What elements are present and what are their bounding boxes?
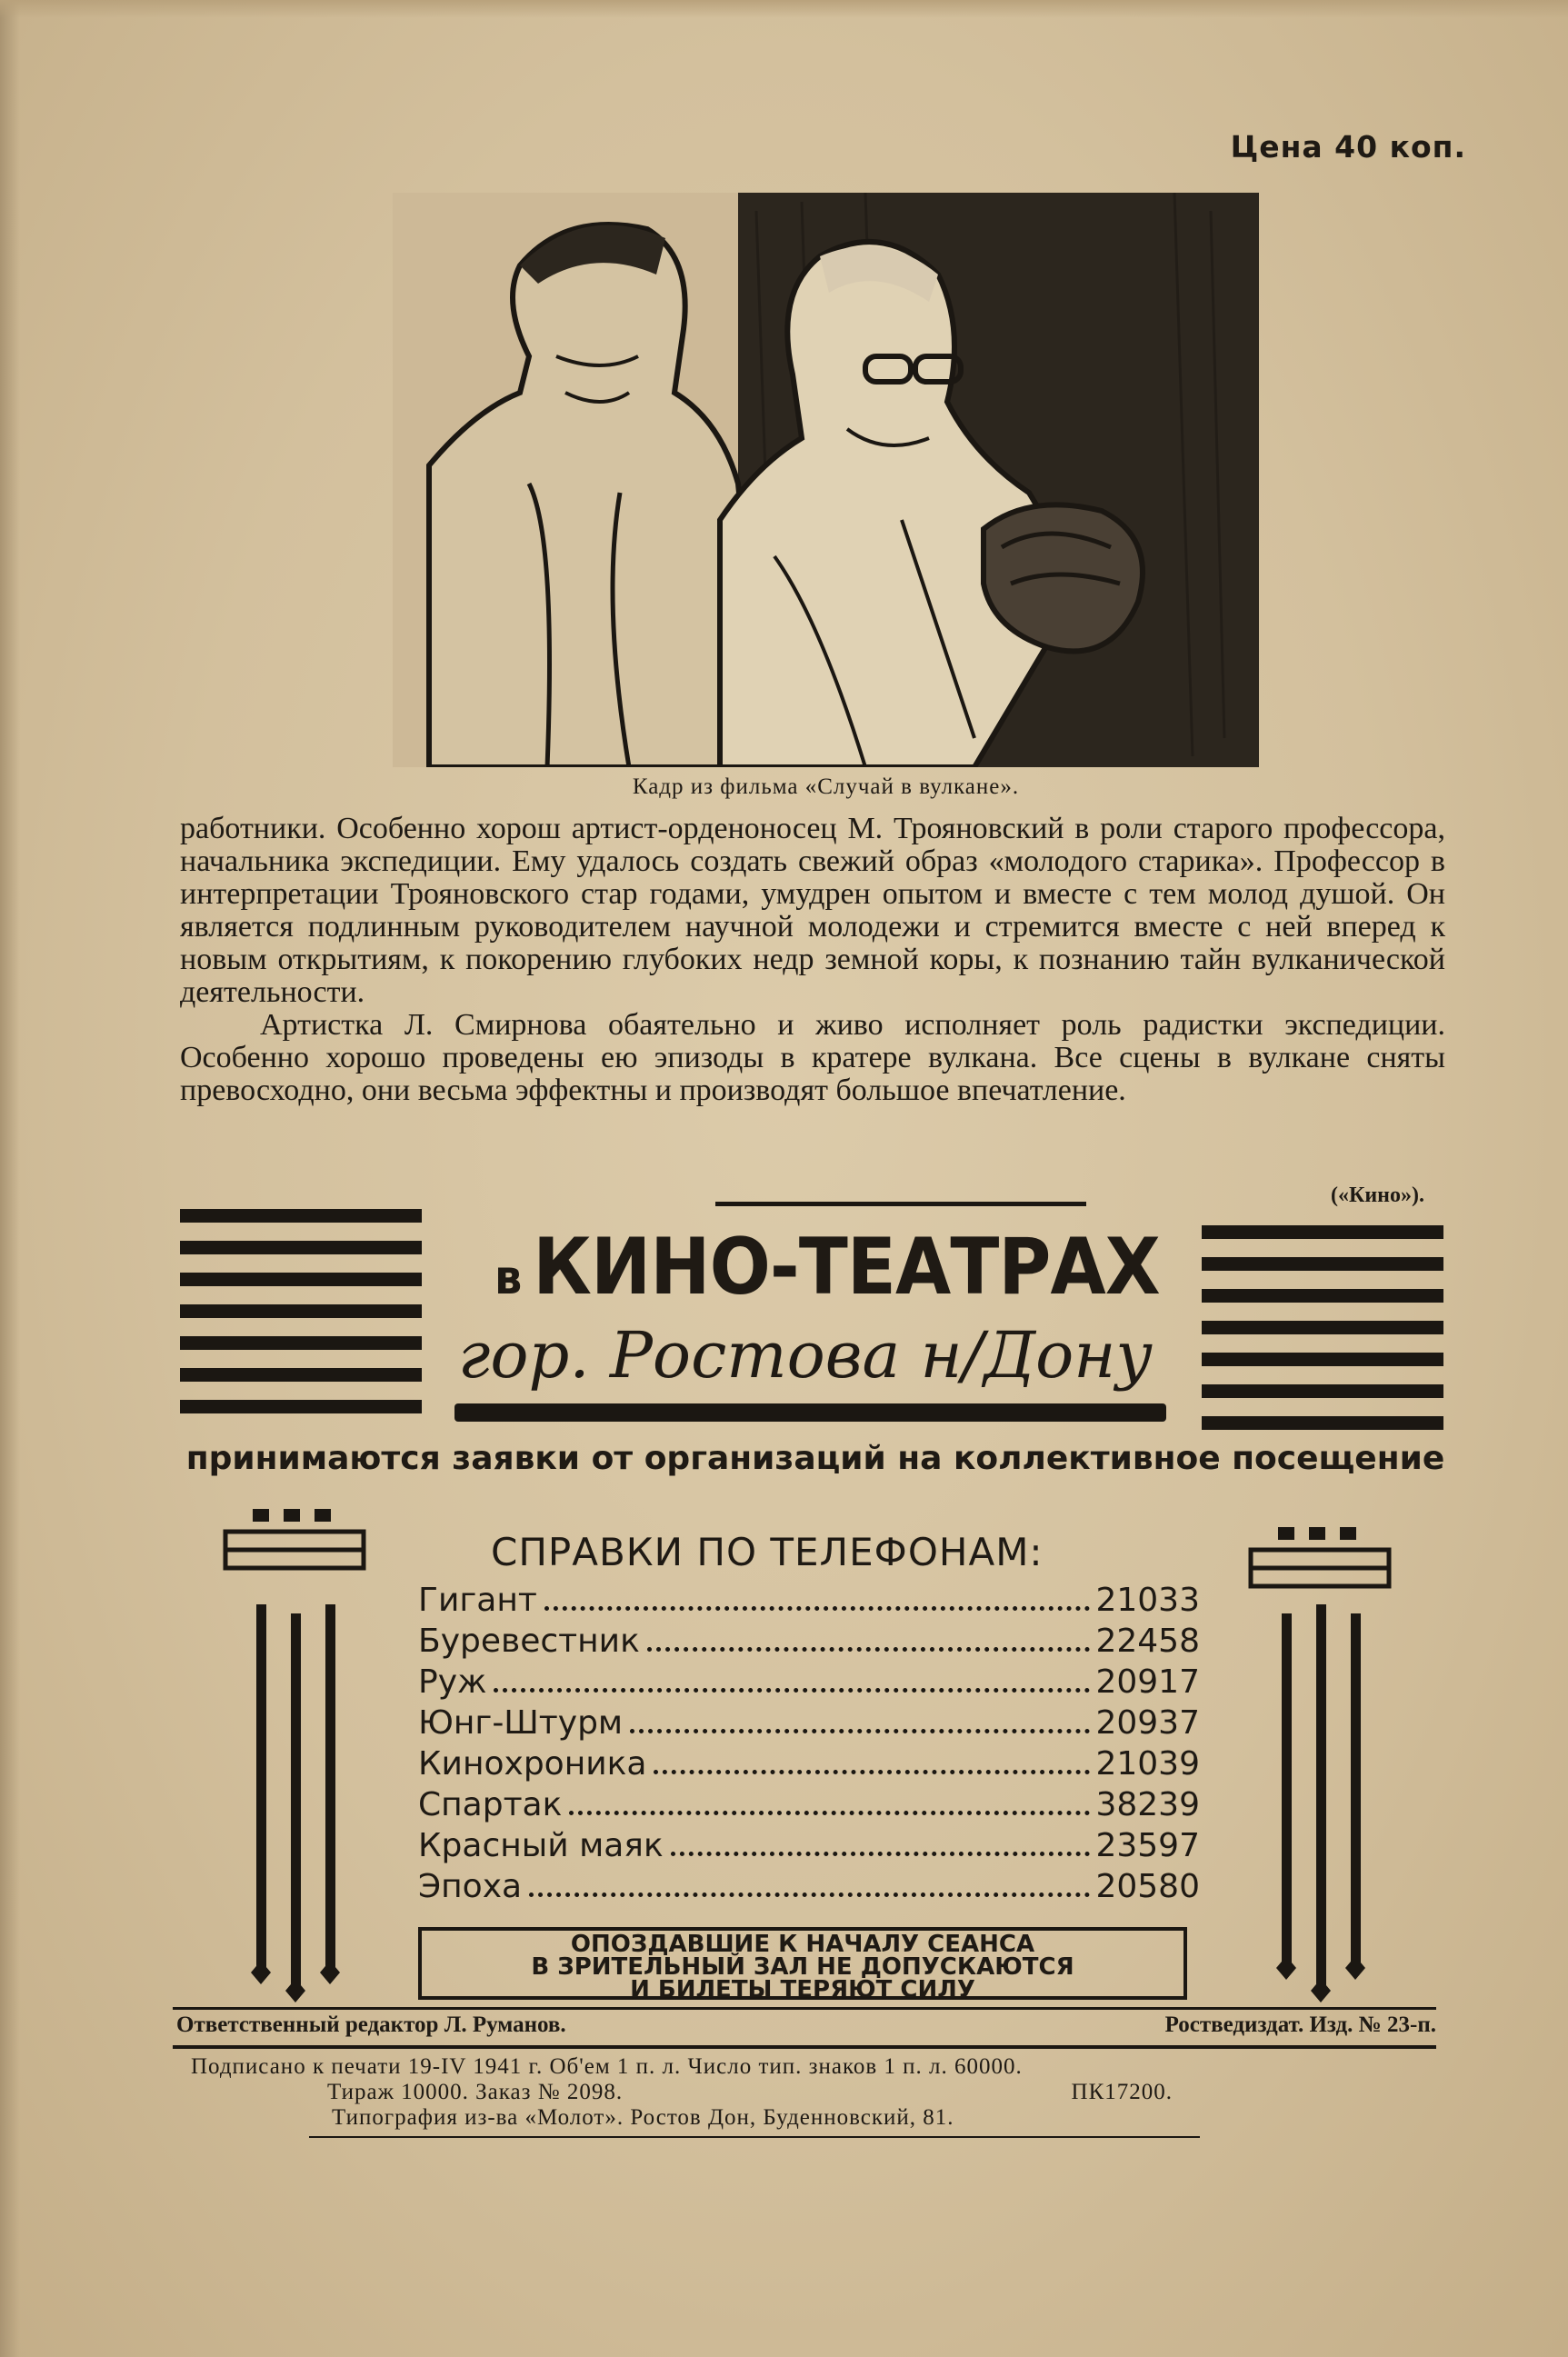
footer-rule [173, 2045, 1436, 2049]
decorative-stripes-left [180, 1209, 422, 1432]
phone-number: 22458 [1095, 1623, 1200, 1660]
notice-line: ОПОЗДАВШИЕ К НАЧАЛУ СЕАНСА [570, 1931, 1035, 1958]
phone-number: 21033 [1095, 1582, 1200, 1619]
phone-number: 21039 [1095, 1745, 1200, 1783]
phone-row-ruzh [418, 1663, 1200, 1704]
phone-row-yung-shturm [418, 1704, 1200, 1745]
phone-row-epokha [418, 1868, 1200, 1909]
cinema-name: Гигант [418, 1582, 537, 1619]
notice-line: В ЗРИТЕЛЬНЫЙ ЗАЛ НЕ ДОПУСКАЮТСЯ [531, 1953, 1074, 1981]
cinema-name: Спартак [418, 1786, 563, 1823]
imprint-line: Подписано к печати 19-IV 1941 г. Об'ем 1 п. л. Число тип. знаков 1 п. л. 60000. [191, 2054, 1023, 2079]
orders-notice: принимаются заявки от организаций на коллективное посещение [185, 1440, 1445, 1477]
phone-row-spartak [418, 1786, 1200, 1827]
publisher-credit: Ростведиздат. Изд. № 23-п. [1164, 2012, 1436, 2037]
banner-city: гор. Ростова н/Дону [458, 1318, 1153, 1393]
banner-rule-bottom [454, 1403, 1166, 1422]
article-text [180, 813, 1445, 1107]
cinema-name: Юнг-Штурм [418, 1704, 624, 1742]
decorative-column-right [1243, 1527, 1403, 2009]
phone-number: 23597 [1095, 1827, 1200, 1864]
phones-heading: СПРАВКИ ПО ТЕЛЕФОНАМ: [491, 1530, 1044, 1574]
banner-rule-top [715, 1202, 1086, 1206]
cinema-name: Красный маяк [418, 1827, 664, 1864]
banner-heading: КИНО-ТЕАТРАХ [533, 1222, 1160, 1313]
print-imprint [191, 2054, 1391, 2131]
banner-title [494, 1222, 1160, 1313]
phone-number: 38239 [1095, 1786, 1200, 1823]
imprint-circulation: Тираж 10000. Заказ № 2098. [327, 2080, 624, 2104]
phone-row-krasny-mayak [418, 1827, 1200, 1868]
cinema-name: Кинохроника [418, 1745, 647, 1783]
article-paragraph: Артистка Л. Смирнова обаятельно и живо исполняет роль радистки экспедиции. Особенно хорошо проведены ею эпизоды в кратере вулкана. Все сцены в вулкане сняты превосходно, они весьма эффектны и производят большое впечатление. [180, 1008, 1445, 1107]
cinema-name: Эпоха [418, 1868, 523, 1905]
article-paragraph: работники. Особенно хорош артист-орденоносец М. Трояновский в роли старого профессора, начальника экспедиции. Ему удалось создать свежий образ «молодого старика». Профессор в интерпретации Трояновского стар годами, умудрен опытом и вместе с тем молод душой. Он является подлинным руководителем научной молодежи и стремится вместе с ней вперед к новым открытиям, к покорению глубоких недр земной коры, к познанию тайн вулканической деятельности. [180, 812, 1445, 1009]
phone-row-burevestnik [418, 1623, 1200, 1663]
phone-list [418, 1582, 1200, 1909]
article-source: («Кино»). [1330, 1183, 1424, 1207]
phone-row-gigant [418, 1582, 1200, 1623]
imprint-code: ПК17200. [1071, 2080, 1173, 2104]
phone-number: 20937 [1095, 1704, 1200, 1742]
late-arrival-notice [418, 1927, 1187, 2003]
phone-row-kinokhronika [418, 1745, 1200, 1786]
decorative-column-left [218, 1509, 377, 2004]
decorative-stripes-right [1202, 1225, 1443, 1448]
imprint-line: Типография из-ва «Молот». Ростов Дон, Буденновский, 81. [332, 2105, 954, 2130]
photo-caption: Кадр из фильма «Случай в вулкане». [632, 774, 1020, 799]
cinema-name: Буревестник [418, 1623, 640, 1660]
film-still-illustration [393, 193, 1259, 767]
footer-rule [173, 2007, 1436, 2010]
footer-rule [309, 2136, 1200, 2138]
cinema-name: Руж [418, 1663, 487, 1701]
editor-credit: Ответственный редактор Л. Руманов. [176, 2012, 566, 2037]
phone-number: 20917 [1095, 1663, 1200, 1701]
phone-number: 20580 [1095, 1868, 1200, 1905]
banner-prefix: в [494, 1251, 522, 1305]
notice-line: И БИЛЕТЫ ТЕРЯЮТ СИЛУ [630, 1976, 975, 2003]
price-label: Цена 40 коп. [1230, 129, 1466, 165]
